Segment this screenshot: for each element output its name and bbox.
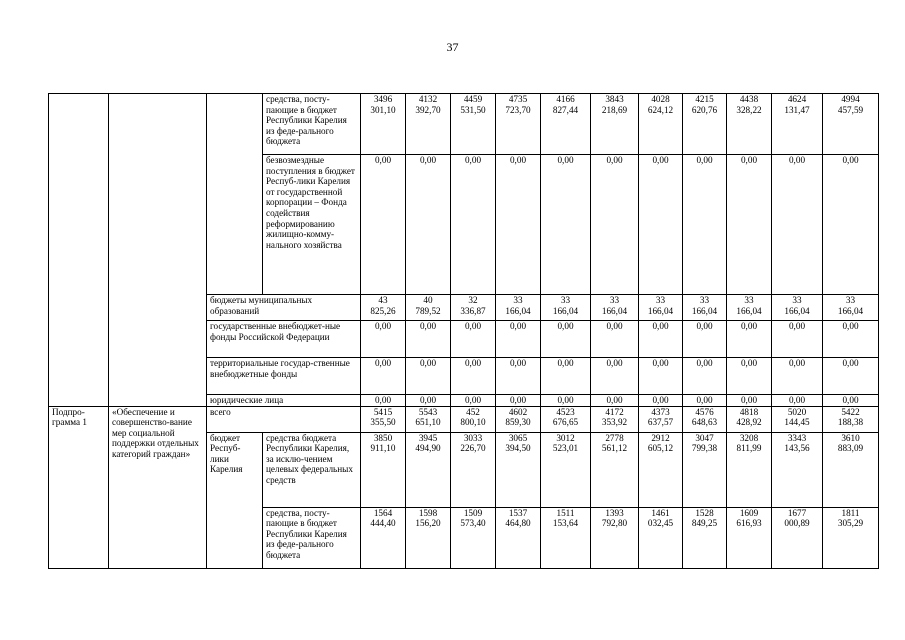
value-cell: [451, 358, 496, 395]
value-cell: [541, 155, 591, 295]
value-part: 143,56: [784, 443, 810, 454]
value-cell: [639, 406, 683, 432]
value-part: 5543: [418, 406, 438, 417]
value-cell: [639, 321, 683, 358]
value-part: 3496: [373, 94, 393, 104]
value-part: 3610: [841, 432, 860, 443]
value-part: 0,00: [464, 155, 482, 165]
value-cell: [772, 155, 823, 295]
row-label: территориальные государ-ственные внебюджетные фонды: [207, 358, 361, 395]
value-cell: [361, 358, 406, 395]
row-label: государственные внебюджет-ные фонды Российской Федерации: [207, 321, 361, 358]
value-cell: [541, 94, 591, 155]
value-cell: [406, 358, 451, 395]
value-part: 0,00: [788, 395, 806, 405]
value-part: 4215: [695, 94, 714, 104]
value-part: 4818: [739, 406, 759, 417]
value-part: 0,00: [740, 358, 758, 368]
value-part: 5020: [787, 406, 807, 417]
value-part: 0,00: [374, 358, 392, 368]
value-part: 4028: [651, 94, 670, 104]
value-part: 166,04: [601, 305, 628, 316]
value-cell: [639, 432, 683, 507]
value-part: 799,38: [691, 443, 718, 454]
value-part: 0,00: [652, 155, 669, 165]
value-part: 394,50: [505, 443, 531, 454]
value-part: 33: [655, 295, 666, 305]
value-cell: [639, 295, 683, 321]
value-part: 444,40: [370, 518, 396, 529]
budget-table: [48, 93, 879, 569]
value-part: 3843: [605, 94, 624, 104]
value-part: 620,76: [691, 104, 718, 115]
value-part: 40: [423, 295, 433, 305]
value-cell: [727, 395, 772, 407]
value-part: 0,00: [557, 321, 574, 331]
value-cell: [451, 432, 496, 507]
value-part: 827,44: [552, 104, 579, 115]
value-cell: [361, 432, 406, 507]
value-part: 4624: [787, 94, 807, 104]
value-part: 0,00: [788, 321, 806, 331]
value-cell: [541, 507, 591, 568]
value-part: 1393: [605, 507, 624, 518]
row-label: бюджеты муниципальных образований: [207, 295, 361, 321]
value-cell: [683, 321, 727, 358]
value-cell: [406, 395, 451, 407]
value-part: 523,01: [552, 443, 579, 454]
value-part: 0,00: [788, 358, 806, 368]
value-part: 3850: [373, 432, 393, 443]
value-cell: [496, 358, 541, 395]
value-part: 5415: [373, 406, 393, 417]
value-cell: [639, 358, 683, 395]
value-cell: [727, 507, 772, 568]
value-cell: [823, 321, 879, 358]
value-cell: [683, 358, 727, 395]
value-cell: [541, 406, 591, 432]
value-part: 301,10: [370, 104, 396, 115]
value-cell: [591, 395, 639, 407]
value-cell: [361, 406, 406, 432]
value-part: 3945: [418, 432, 438, 443]
value-part: 428,92: [736, 417, 762, 428]
value-part: 0,00: [842, 395, 859, 405]
value-cell: [823, 432, 879, 507]
value-part: 166,04: [837, 305, 864, 316]
value-cell: [727, 155, 772, 295]
value-cell: [772, 432, 823, 507]
value-cell: [823, 406, 879, 432]
value-cell: [496, 406, 541, 432]
value-part: 648,63: [691, 417, 718, 428]
value-part: 4523: [556, 406, 575, 417]
value-part: 0,00: [557, 155, 574, 165]
value-part: 2912: [651, 432, 670, 443]
value-part: 0,00: [606, 321, 623, 331]
value-part: 0,00: [464, 358, 482, 368]
value-part: 0,00: [374, 321, 392, 331]
value-part: 218,69: [601, 104, 628, 115]
subprogram-label: Подпро-грамма 1: [49, 406, 109, 568]
empty-cell: [109, 94, 207, 407]
value-cell: [406, 321, 451, 358]
value-cell: [639, 395, 683, 407]
empty-cell: [49, 94, 109, 407]
value-part: 1677: [787, 507, 807, 518]
value-part: 353,92: [601, 417, 628, 428]
value-cell: [451, 155, 496, 295]
value-part: 859,30: [505, 417, 531, 428]
value-part: 0,00: [696, 155, 713, 165]
value-part: 637,57: [647, 417, 674, 428]
value-part: 800,10: [460, 417, 486, 428]
value-part: 166,04: [691, 305, 718, 316]
value-part: 0,00: [509, 321, 527, 331]
value-cell: [496, 94, 541, 155]
value-cell: [541, 295, 591, 321]
value-part: 0,00: [606, 358, 623, 368]
value-cell: [496, 395, 541, 407]
value-part: 789,52: [415, 305, 441, 316]
value-cell: [823, 94, 879, 155]
value-cell: [541, 432, 591, 507]
value-part: 226,70: [460, 443, 486, 454]
value-cell: [683, 395, 727, 407]
value-cell: [451, 507, 496, 568]
budget-source: бюджет Респуб-лики Карелия: [207, 432, 263, 568]
page-number: 37: [446, 40, 459, 54]
value-part: 0,00: [740, 155, 758, 165]
value-part: 4735: [508, 94, 528, 104]
value-cell: [496, 295, 541, 321]
value-part: 355,50: [370, 417, 396, 428]
value-part: 1811: [841, 507, 860, 518]
value-part: 33: [560, 295, 571, 305]
value-cell: [496, 507, 541, 568]
value-part: 0,00: [606, 155, 623, 165]
value-cell: [591, 507, 639, 568]
value-part: 4373: [651, 406, 670, 417]
value-cell: [727, 358, 772, 395]
value-part: 494,90: [415, 443, 441, 454]
value-cell: [772, 94, 823, 155]
value-part: 3208: [739, 432, 759, 443]
value-part: 166,04: [647, 305, 674, 316]
value-cell: [591, 358, 639, 395]
value-part: 531,50: [460, 104, 486, 115]
value-cell: [683, 94, 727, 155]
value-cell: [727, 406, 772, 432]
value-part: 0,00: [419, 395, 437, 405]
value-part: 0,00: [842, 155, 859, 165]
value-part: 457,59: [837, 104, 864, 115]
value-cell: [591, 406, 639, 432]
value-part: 2778: [605, 432, 624, 443]
value-part: 1511: [556, 507, 575, 518]
value-part: 464,80: [505, 518, 531, 529]
value-part: 1564: [373, 507, 393, 518]
value-cell: [361, 395, 406, 407]
row-label: всего: [207, 406, 361, 432]
value-part: 153,64: [552, 518, 579, 529]
value-part: 849,25: [691, 518, 718, 529]
value-part: 0,00: [419, 321, 437, 331]
value-cell: [496, 321, 541, 358]
value-part: 3012: [556, 432, 575, 443]
value-part: 5422: [841, 406, 860, 417]
value-cell: [451, 94, 496, 155]
value-cell: [683, 432, 727, 507]
value-part: 328,22: [736, 104, 762, 115]
value-part: 33: [609, 295, 620, 305]
value-cell: [639, 94, 683, 155]
row-label: средства бюджета Республики Карелия, за исклю-чением целевых федеральных средств: [263, 432, 361, 507]
value-cell: [772, 295, 823, 321]
value-part: 166,04: [784, 305, 810, 316]
value-part: 624,12: [647, 104, 674, 115]
value-part: 156,20: [415, 518, 441, 529]
value-part: 0,00: [652, 395, 669, 405]
value-part: 4172: [605, 406, 624, 417]
value-part: 0,00: [509, 155, 527, 165]
value-part: 561,12: [601, 443, 628, 454]
value-cell: [823, 507, 879, 568]
value-part: 4576: [695, 406, 714, 417]
value-part: 0,00: [374, 155, 392, 165]
value-cell: [406, 295, 451, 321]
value-cell: [772, 406, 823, 432]
value-part: 3343: [787, 432, 807, 443]
value-part: 131,47: [784, 104, 810, 115]
value-part: 723,70: [505, 104, 531, 115]
value-part: 3047: [695, 432, 714, 443]
value-part: 605,12: [647, 443, 674, 454]
value-cell: [361, 94, 406, 155]
value-cell: [683, 155, 727, 295]
value-part: 0,00: [419, 358, 437, 368]
value-cell: [496, 432, 541, 507]
value-part: 43: [378, 295, 388, 305]
value-part: 305,29: [837, 518, 864, 529]
value-part: 33: [744, 295, 754, 305]
value-part: 032,45: [647, 518, 674, 529]
value-part: 883,09: [837, 443, 864, 454]
value-cell: [823, 295, 879, 321]
empty-cell: [207, 94, 263, 295]
value-cell: [823, 155, 879, 295]
value-cell: [361, 155, 406, 295]
value-part: 166,04: [736, 305, 762, 316]
value-cell: [823, 358, 879, 395]
value-cell: [727, 94, 772, 155]
value-cell: [406, 406, 451, 432]
value-cell: [727, 432, 772, 507]
value-part: 651,10: [415, 417, 441, 428]
value-cell: [639, 507, 683, 568]
row-label: средства, посту-пающие в бюджет Республики Карелия из феде-рального бюджета: [263, 507, 361, 568]
value-cell: [406, 155, 451, 295]
value-part: 0,00: [740, 321, 758, 331]
value-cell: [772, 507, 823, 568]
value-cell: [406, 507, 451, 568]
value-part: 0,00: [842, 358, 859, 368]
value-cell: [591, 155, 639, 295]
value-part: 166,04: [552, 305, 579, 316]
value-cell: [361, 321, 406, 358]
value-part: 452: [466, 406, 480, 417]
value-cell: [451, 321, 496, 358]
value-part: 32: [468, 295, 478, 305]
value-part: 4602: [508, 406, 528, 417]
value-cell: [591, 432, 639, 507]
value-part: 792,80: [601, 518, 628, 529]
value-cell: [591, 295, 639, 321]
value-part: 825,26: [370, 305, 396, 316]
value-part: 0,00: [696, 321, 713, 331]
value-cell: [451, 295, 496, 321]
value-cell: [361, 507, 406, 568]
row-label: юридические лица: [207, 395, 361, 407]
value-part: 4166: [556, 94, 575, 104]
value-part: 573,40: [460, 518, 486, 529]
value-cell: [683, 406, 727, 432]
value-part: 911,10: [370, 443, 396, 454]
value-part: 0,00: [509, 358, 527, 368]
value-part: 0,00: [557, 395, 574, 405]
value-part: 0,00: [842, 321, 859, 331]
value-cell: [541, 395, 591, 407]
value-part: 144,45: [784, 417, 810, 428]
table-row: [49, 94, 879, 155]
value-part: 000,89: [784, 518, 810, 529]
value-part: 0,00: [606, 395, 623, 405]
value-cell: [823, 395, 879, 407]
value-part: 33: [792, 295, 802, 305]
value-cell: [406, 94, 451, 155]
value-part: 616,93: [736, 518, 762, 529]
value-part: 676,65: [552, 417, 579, 428]
value-cell: [361, 295, 406, 321]
value-part: 33: [699, 295, 710, 305]
value-part: 0,00: [374, 395, 392, 405]
value-part: 1537: [508, 507, 528, 518]
value-part: 1598: [418, 507, 438, 518]
value-part: 4459: [463, 94, 483, 104]
value-part: 166,04: [505, 305, 531, 316]
value-part: 392,70: [415, 104, 441, 115]
value-part: 1461: [651, 507, 670, 518]
value-cell: [772, 358, 823, 395]
value-part: 188,38: [837, 417, 864, 428]
value-cell: [772, 321, 823, 358]
value-part: 4132: [418, 94, 438, 104]
value-cell: [541, 321, 591, 358]
value-cell: [727, 321, 772, 358]
value-part: 0,00: [696, 358, 713, 368]
value-part: 0,00: [509, 395, 527, 405]
value-cell: [772, 395, 823, 407]
value-cell: [591, 321, 639, 358]
value-part: 1609: [739, 507, 759, 518]
value-part: 4994: [841, 94, 860, 104]
value-part: 0,00: [557, 358, 574, 368]
value-part: 33: [845, 295, 856, 305]
value-part: 0,00: [740, 395, 758, 405]
value-part: 336,87: [460, 305, 486, 316]
value-part: 4438: [739, 94, 759, 104]
value-cell: [451, 406, 496, 432]
value-part: 0,00: [419, 155, 437, 165]
value-cell: [541, 358, 591, 395]
value-part: 3033: [463, 432, 483, 443]
subprogram-name: «Обеспечение и совершенство-вание мер социальной поддержки отдельных категорий граждан»: [109, 406, 207, 568]
value-cell: [683, 295, 727, 321]
value-part: 1528: [695, 507, 714, 518]
row-label: средства, посту-пающие в бюджет Республики Карелия из феде-рального бюджета: [263, 94, 361, 155]
value-part: 0,00: [652, 358, 669, 368]
table-row: [49, 406, 879, 432]
value-part: 33: [513, 295, 523, 305]
value-part: 811,99: [736, 443, 762, 454]
value-cell: [727, 295, 772, 321]
value-cell: [683, 507, 727, 568]
value-cell: [451, 395, 496, 407]
value-part: 1509: [463, 507, 483, 518]
value-part: 0,00: [788, 155, 806, 165]
value-part: 3065: [508, 432, 528, 443]
value-cell: [496, 155, 541, 295]
value-cell: [591, 94, 639, 155]
value-cell: [639, 155, 683, 295]
row-label: безвозмездные поступления в бюджет Респуб-лики Карелия от государственной корпорации – Фонда содействия реформированию жилищно-комму-нального хозяйства: [263, 155, 361, 295]
value-cell: [406, 432, 451, 507]
value-part: 0,00: [652, 321, 669, 331]
value-part: 0,00: [464, 321, 482, 331]
value-part: 0,00: [696, 395, 713, 405]
value-part: 0,00: [464, 395, 482, 405]
